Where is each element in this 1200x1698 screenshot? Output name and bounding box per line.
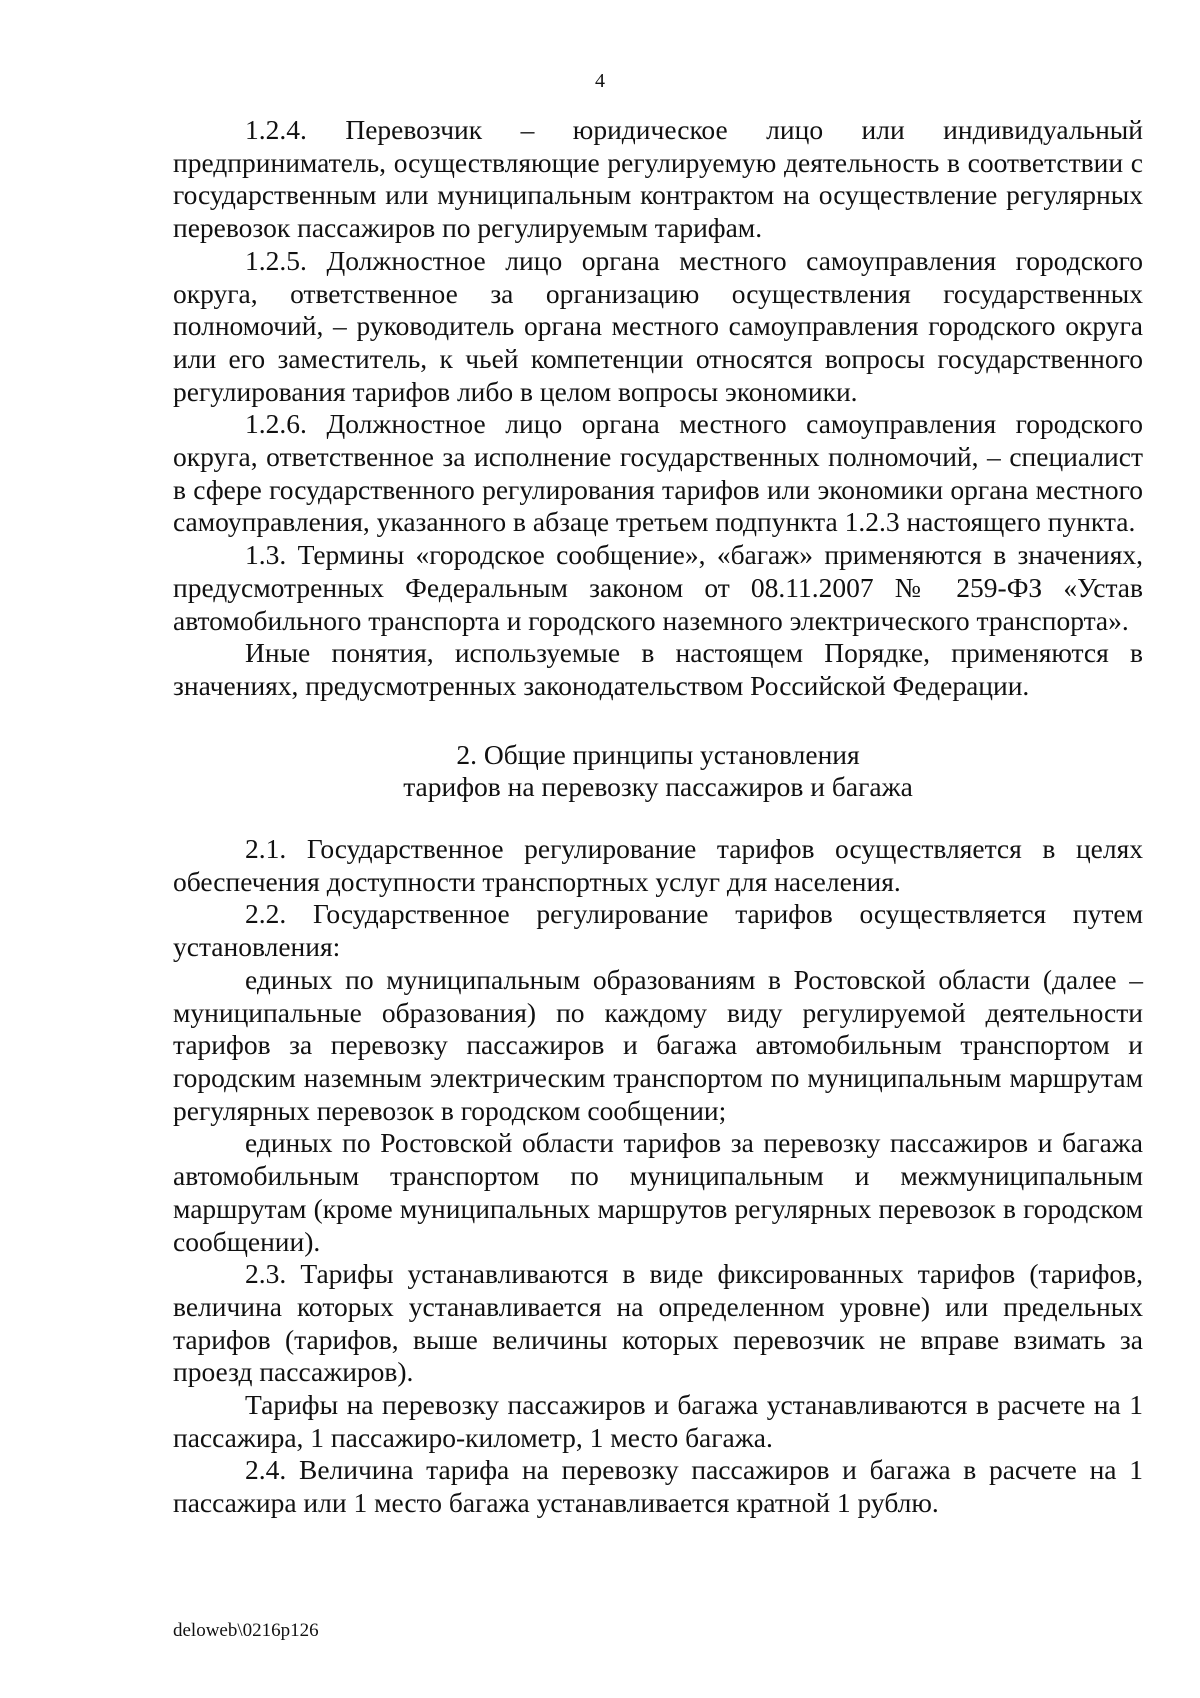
paragraph-2-3-rates: Тарифы на перевозку пассажиров и багажа устанавливаются в расчете на 1 пассажира, 1 пассажиро-километр, 1 место багажа. [173,1389,1143,1453]
document-footer-code: deloweb\0216p126 [173,1620,319,1641]
section-heading [173,739,1143,804]
paragraph-1-2-6: 1.2.6. Должностное лицо органа местного самоуправления городского округа, ответственное за исполнение государственных полномочий, – специалист в сфере государственного регулирования тарифов или экономики органа местного самоуправления, указанного в абзаце третьем подпункта 1.2.3 настоящего пункта. [173,408,1143,538]
paragraph-2-3: 2.3. Тарифы устанавливаются в виде фиксированных тарифов (тарифов, величина которых устанавливается на определенном уровне) или предельных тарифов (тарифов, выше величины которых перевозчик не вправе взимать за проезд пассажиров). [173,1258,1143,1388]
paragraph-other-terms: Иные понятия, используемые в настоящем Порядке, применяются в значениях, предусмотренных законодательством Российской Федерации. [173,637,1143,701]
page-number: 4 [595,70,605,92]
paragraph-2-2-item-1: единых по муниципальным образованиям в Ростовской области (далее – муниципальные образования) по каждому виду регулируемой деятельности тарифов за перевозку пассажиров и багажа автомобильным транспортом и городским наземным электрическим транспортом по муниципальным маршрутам регулярных перевозок в городском сообщении; [173,963,1143,1126]
section-heading-line-2: тарифов на перевозку пассажиров и багажа [403,771,913,803]
paragraph-2-2-item-2: единых по Ростовской области тарифов за перевозку пассажиров и багажа автомобильным транспортом по муниципальным и межмуниципальным маршрутам (кроме муниципальных маршрутов регулярных перевозок в городском сообщении). [173,1127,1143,1257]
paragraph-1-3: 1.3. Термины «городское сообщение», «багаж» применяются в значениях, предусмотренных Федеральным законом от 08.11.2007 № 259-ФЗ «Устав автомобильного транспорта и городского наземного электрического транспорта». [173,539,1143,636]
document-body [173,114,1143,1520]
paragraph-2-1: 2.1. Государственное регулирование тарифов осуществляется в целях обеспечения доступности транспортных услуг для населения. [173,833,1143,897]
paragraph-1-2-4: 1.2.4. Перевозчик – юридическое лицо или индивидуальный предприниматель, осуществляющие регулируемую деятельность в соответствии с государственным или муниципальным контрактом на осуществление регулярных перевозок пассажиров по регулируемым тарифам. [173,114,1143,244]
paragraph-2-2: 2.2. Государственное регулирование тарифов осуществляется путем установления: [173,898,1143,963]
section-heading-line-1: 2. Общие принципы установления [456,738,860,770]
paragraph-2-4: 2.4. Величина тарифа на перевозку пассажиров и багажа в расчете на 1 пассажира или 1 место багажа устанавливается кратной 1 рублю. [173,1454,1143,1519]
paragraph-1-2-5: 1.2.5. Должностное лицо органа местного самоуправления городского округа, ответственное за организацию осуществления государственных полномочий, – руководитель органа местного самоуправления городского округа или его заместитель, к чьей компетенции относятся вопросы государственного регулирования тарифов либо в целом вопросы экономики. [173,244,1143,407]
